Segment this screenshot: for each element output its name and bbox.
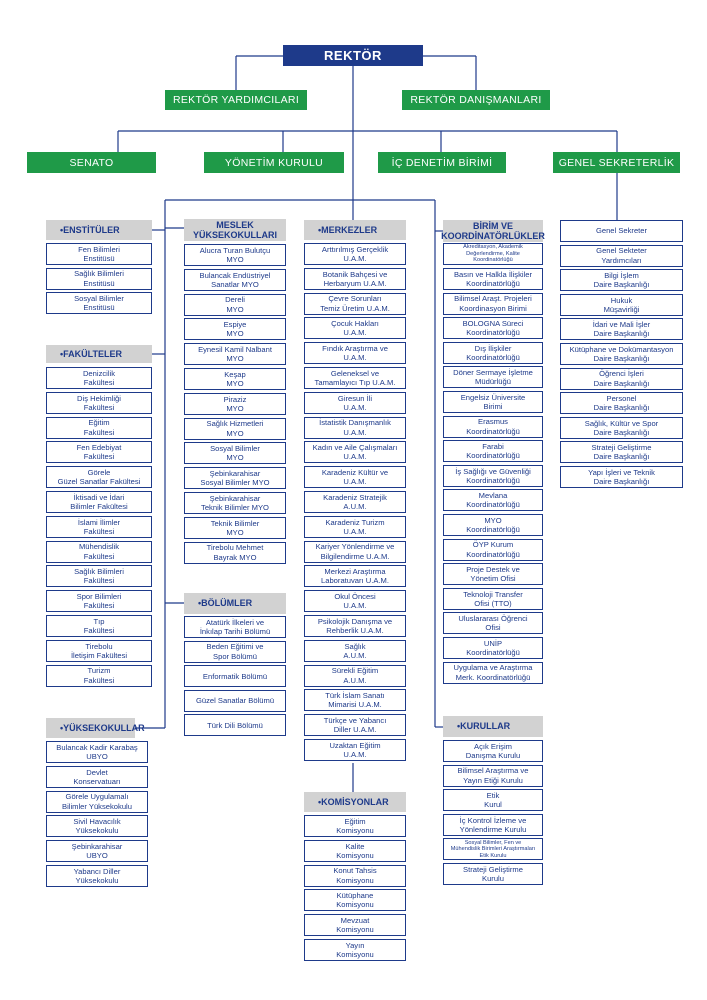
kurullar-item[interactable]: Sosyal Bilimler, Fen ve Mühendislik Birimleri Araştırmaları Etik Kurulu bbox=[443, 838, 543, 860]
birim-item[interactable]: Mevlana Koordinatörlüğü bbox=[443, 489, 543, 511]
kurullar-list bbox=[443, 740, 543, 888]
kurullar-item[interactable]: Etik Kurul bbox=[443, 789, 543, 811]
fakulteler-item[interactable]: Sağlık Bilimleri Fakültesi bbox=[46, 565, 152, 587]
header-merkezler[interactable] bbox=[304, 220, 406, 240]
header-fakulteler[interactable] bbox=[46, 345, 152, 363]
yuksekokullar-item[interactable]: Şebinkarahisar UBYO bbox=[46, 840, 148, 862]
gensek-item[interactable]: Öğrenci İşleri Daire Başkanlığı bbox=[560, 368, 683, 390]
meslek-item[interactable]: Sosyal Bilimler MYO bbox=[184, 442, 286, 464]
gensek-item[interactable]: Genel Sekreter bbox=[560, 220, 683, 242]
header-kurullar[interactable] bbox=[443, 716, 543, 737]
birim-item[interactable]: Farabi Koordinatörlüğü bbox=[443, 440, 543, 462]
merkezler-item[interactable]: Kariyer Yönlendirme ve Bilgilendirme U.A.M. bbox=[304, 541, 406, 563]
birim-akreditasyon-box[interactable] bbox=[443, 243, 543, 265]
header-birim[interactable] bbox=[443, 220, 543, 242]
general-secretariat-box[interactable]: GENEL SEKRETERLİK bbox=[553, 152, 680, 173]
enstituler-item[interactable]: Sosyal Bilimler Enstitüsü bbox=[46, 292, 152, 314]
fakulteler-item[interactable]: Tirebolu İletişim Fakültesi bbox=[46, 640, 152, 662]
gensek-item[interactable]: Sağlık, Kültür ve Spor Daire Başkanlığı bbox=[560, 417, 683, 439]
birim-item[interactable]: BOLOGNA Süreci Koordinatörlüğü bbox=[443, 317, 543, 339]
merkezler-item[interactable]: Okul Öncesi U.A.M. bbox=[304, 590, 406, 612]
header-komisyonlar-label: • KOMİSYONLAR bbox=[318, 797, 389, 807]
gensek-item[interactable]: Personel Daire Başkanlığı bbox=[560, 392, 683, 414]
header-yuksekokullar-label: • YÜKSEKOKULLAR bbox=[60, 723, 145, 733]
header-fakulteler-label: • FAKÜLTELER bbox=[60, 349, 122, 359]
merkezler-item[interactable]: Giresun İli U.A.M. bbox=[304, 392, 406, 414]
birim-item[interactable]: Erasmus Koordinatörlüğü bbox=[443, 416, 543, 438]
komisyonlar-list bbox=[304, 815, 406, 963]
yuksekokullar-item[interactable]: Görele Uygulamalı Bilimler Yüksekokulu bbox=[46, 791, 148, 813]
header-birim-line2: KOORDİNATÖRLÜKLER bbox=[441, 231, 545, 241]
merkezler-item[interactable]: Psikolojik Danışma ve Rehberlik U.A.M. bbox=[304, 615, 406, 637]
gensek-item[interactable]: Genel Sekteter Yardımcıları bbox=[560, 245, 683, 267]
fakulteler-item[interactable]: Tıp Fakültesi bbox=[46, 615, 152, 637]
fakulteler-item[interactable]: Turizm Fakültesi bbox=[46, 665, 152, 687]
fakulteler-item[interactable]: Mühendislik Fakültesi bbox=[46, 541, 152, 563]
board-box[interactable]: YÖNETİM KURULU bbox=[204, 152, 344, 173]
merkezler-item[interactable]: Karadeniz Turizm U.A.M. bbox=[304, 516, 406, 538]
fakulteler-item[interactable]: Diş Hekimliği Fakültesi bbox=[46, 392, 152, 414]
meslek-item[interactable]: Tirebolu Mehmet Bayrak MYO bbox=[184, 542, 286, 564]
birim-item[interactable]: İş Sağlığı ve Güvenliği Koordinatörlüğü bbox=[443, 465, 543, 487]
birim-item[interactable]: Basın ve Halkla İlişkiler Koordinatörlüğü bbox=[443, 268, 543, 290]
meslek-item[interactable]: Espiye MYO bbox=[184, 318, 286, 340]
merkezler-item[interactable]: Karadeniz Kültür ve U.A.M. bbox=[304, 466, 406, 488]
gensek-item[interactable]: Kütüphane ve Dokümantasyon Daire Başkanlığı bbox=[560, 343, 683, 365]
meslek-list bbox=[184, 244, 286, 566]
kurullar-item[interactable]: Açık Erişim Danışma Kurulu bbox=[443, 740, 543, 762]
enstituler-item[interactable]: Sağlık Bilimleri Enstitüsü bbox=[46, 268, 152, 290]
bolumler-item[interactable]: Enformatik Bölümü bbox=[184, 665, 286, 687]
fakulteler-item[interactable]: Spor Bilimleri Fakültesi bbox=[46, 590, 152, 612]
bolumler-item[interactable]: Türk Dili Bölümü bbox=[184, 714, 286, 736]
rector-advisors-box[interactable]: REKTÖR DANIŞMANLARI bbox=[402, 90, 550, 110]
bolumler-item[interactable]: Atatürk İlkeleri ve İnkılap Tarihi Bölümü bbox=[184, 616, 286, 638]
meslek-item[interactable]: Keşap MYO bbox=[184, 368, 286, 390]
header-yuksekokullar[interactable] bbox=[46, 718, 145, 738]
komisyonlar-item[interactable]: Konut Tahsis Komisyonu bbox=[304, 865, 406, 887]
komisyonlar-item[interactable]: Eğitim Komisyonu bbox=[304, 815, 406, 837]
gensek-list bbox=[560, 220, 683, 490]
birim-akreditasyon-text: Akreditasyon, Akademik Değerlendirme, Kalite Koordinatörlüğü bbox=[463, 244, 523, 264]
merkezler-item[interactable]: Karadeniz Stratejik A.U.M. bbox=[304, 491, 406, 513]
merkezler-item[interactable]: Çevre Sorunları Temiz Üretim U.A.M. bbox=[304, 293, 406, 315]
senate-box[interactable]: SENATO bbox=[27, 152, 156, 173]
kurullar-item[interactable]: Bilimsel Araştırma ve Yayın Etiği Kurulu bbox=[443, 765, 543, 787]
merkezler-list bbox=[304, 243, 406, 763]
merkezler-item[interactable]: Türk İslam Sanatı Mimarisi U.A.M. bbox=[304, 689, 406, 711]
fakulteler-item[interactable]: Eğitim Fakültesi bbox=[46, 417, 152, 439]
header-bolumler-label: • BÖLÜMLER bbox=[198, 598, 252, 608]
fakulteler-list bbox=[46, 367, 152, 689]
header-meslek-line2: YÜKSEKOKULLARI bbox=[192, 230, 277, 240]
yuksekokullar-item[interactable]: Sivil Havacılık Yüksekokulu bbox=[46, 815, 148, 837]
gensek-item[interactable]: Yapı İşleri ve Teknik Daire Başkanlığı bbox=[560, 466, 683, 488]
fakulteler-item[interactable]: İktisadi ve İdari Bilimler Fakültesi bbox=[46, 491, 152, 513]
header-meslek-line1: MESLEK bbox=[216, 219, 254, 230]
meslek-item[interactable]: Şebinkarahisar Sosyal Bilimler MYO bbox=[184, 467, 286, 489]
komisyonlar-item[interactable]: Yayın Komisyonu bbox=[304, 939, 406, 961]
header-merkezler-label: • MERKEZLER bbox=[318, 225, 377, 235]
merkezler-item[interactable]: Çocuk Hakları U.A.M. bbox=[304, 317, 406, 339]
meslek-item[interactable]: Teknik Bilimler MYO bbox=[184, 517, 286, 539]
komisyonlar-item[interactable]: Kütüphane Komisyonu bbox=[304, 889, 406, 911]
yuksekokullar-item[interactable]: Yabancı Diller Yüksekokulu bbox=[46, 865, 148, 887]
birim-item[interactable]: Teknoloji Transfer Ofisi (TTO) bbox=[443, 588, 543, 610]
birim-item[interactable]: ÖYP Kurum Koordinatörlüğü bbox=[443, 539, 543, 561]
fakulteler-item[interactable]: Denizcilik Fakültesi bbox=[46, 367, 152, 389]
merkezler-item[interactable]: Arttırılmış Gerçeklik U.A.M. bbox=[304, 243, 406, 265]
internal-audit-box[interactable]: İÇ DENETİM BİRİMİ bbox=[378, 152, 506, 173]
bolumler-item[interactable]: Beden Eğitimi ve Spor Bölümü bbox=[184, 641, 286, 663]
merkezler-item[interactable]: Sürekli Eğitim A.U.M. bbox=[304, 665, 406, 687]
merkezler-item[interactable]: Uzaktan Eğitim U.A.M. bbox=[304, 739, 406, 761]
meslek-item[interactable]: Bulancak Endüstriyel Sanatlar MYO bbox=[184, 269, 286, 291]
yuksekokullar-item[interactable]: Bulancak Kadir Karabaş UBYO bbox=[46, 741, 148, 763]
meslek-item[interactable]: Şebinkarahisar Teknik Bilimler MYO bbox=[184, 492, 286, 514]
gensek-item[interactable]: Strateji Geliştirme Daire Başkanlığı bbox=[560, 441, 683, 463]
meslek-item[interactable]: Alucra Turan Bulutçu MYO bbox=[184, 244, 286, 266]
birim-item[interactable]: Uygulama ve Araştırma Merk. Koordinatörlüğü bbox=[443, 662, 543, 684]
yuksekokullar-item[interactable]: Devlet Konservatuarı bbox=[46, 766, 148, 788]
gensek-item[interactable]: Bilgi İşlem Daire Başkanlığı bbox=[560, 269, 683, 291]
enstituler-list bbox=[46, 243, 152, 315]
meslek-item[interactable]: Dereli MYO bbox=[184, 294, 286, 316]
yuksekokullar-list bbox=[46, 741, 148, 889]
meslek-item[interactable]: Eynesil Kamil Nalbant MYO bbox=[184, 343, 286, 365]
birim-item[interactable]: Uluslararası Öğrenci Ofisi bbox=[443, 612, 543, 634]
gensek-item[interactable]: İdari ve Mali İşler Daire Başkanlığı bbox=[560, 318, 683, 340]
header-enstituler[interactable] bbox=[46, 220, 152, 240]
birim-item[interactable]: UNİP Koordinatörlüğü bbox=[443, 637, 543, 659]
header-bolumler[interactable] bbox=[184, 593, 286, 614]
meslek-item[interactable]: Sağlık Hizmetleri MYO bbox=[184, 418, 286, 440]
komisyonlar-item[interactable]: Mevzuat Komisyonu bbox=[304, 914, 406, 936]
enstituler-item[interactable]: Fen Bilimleri Enstitüsü bbox=[46, 243, 152, 265]
merkezler-item[interactable]: Kadın ve Aile Çalışmaları U.A.M. bbox=[304, 441, 406, 463]
rector-box[interactable]: REKTÖR bbox=[283, 45, 423, 66]
birim-list bbox=[443, 268, 543, 683]
bolumler-item[interactable]: Güzel Sanatlar Bölümü bbox=[184, 690, 286, 712]
bolumler-list bbox=[184, 616, 286, 738]
rector-vice-box[interactable]: REKTÖR YARDIMCILARI bbox=[165, 90, 307, 110]
birim-item[interactable]: Proje Destek ve Yönetim Ofisi bbox=[443, 563, 543, 585]
merkezler-item[interactable]: Türkçe ve Yabancı Diller U.A.M. bbox=[304, 714, 406, 736]
merkezler-item[interactable]: İstatistik Danışmanlık U.A.M. bbox=[304, 417, 406, 439]
header-kurullar-label: • KURULLAR bbox=[457, 721, 510, 731]
merkezler-item[interactable]: Fındık Araştırma ve U.A.M. bbox=[304, 342, 406, 364]
birim-item[interactable]: Dış İlişkiler Koordinatörlüğü bbox=[443, 342, 543, 364]
kurullar-item[interactable]: Strateji Geliştirme Kurulu bbox=[443, 863, 543, 885]
header-enstituler-label: • ENSTİTÜLER bbox=[60, 225, 120, 235]
meslek-item[interactable]: Piraziz MYO bbox=[184, 393, 286, 415]
merkezler-item[interactable]: Geleneksel ve Tamamlayıcı Tıp U.A.M. bbox=[304, 367, 406, 389]
birim-item[interactable]: Bilimsel Araşt. Projeleri Koordinasyon Birimi bbox=[443, 293, 543, 315]
merkezler-item[interactable]: Merkezi Araştırma Laboratuvarı U.A.M. bbox=[304, 565, 406, 587]
birim-item[interactable]: Engelsiz Üniversite Birimi bbox=[443, 391, 543, 413]
merkezler-item[interactable]: Botanik Bahçesi ve Herbaryum U.A.M. bbox=[304, 268, 406, 290]
merkezler-item[interactable]: Sağlık A.U.M. bbox=[304, 640, 406, 662]
fakulteler-item[interactable]: Fen Edebiyat Fakültesi bbox=[46, 441, 152, 463]
kurullar-item[interactable]: İç Kontrol İzleme ve Yönlendirme Kurulu bbox=[443, 814, 543, 836]
fakulteler-item[interactable]: İslami İlimler Fakültesi bbox=[46, 516, 152, 538]
komisyonlar-item[interactable]: Kalite Komisyonu bbox=[304, 840, 406, 862]
gensek-item[interactable]: Hukuk Müşavirliği bbox=[560, 294, 683, 316]
header-komisyonlar[interactable] bbox=[304, 792, 406, 812]
header-birim-line1: BİRİM VE bbox=[472, 220, 513, 231]
fakulteler-item[interactable]: Görele Güzel Sanatlar Fakültesi bbox=[46, 466, 152, 488]
birim-item[interactable]: MYO Koordinatörlüğü bbox=[443, 514, 543, 536]
header-meslek[interactable] bbox=[184, 219, 286, 241]
birim-item[interactable]: Döner Sermaye İşletme Müdürlüğü bbox=[443, 366, 543, 388]
